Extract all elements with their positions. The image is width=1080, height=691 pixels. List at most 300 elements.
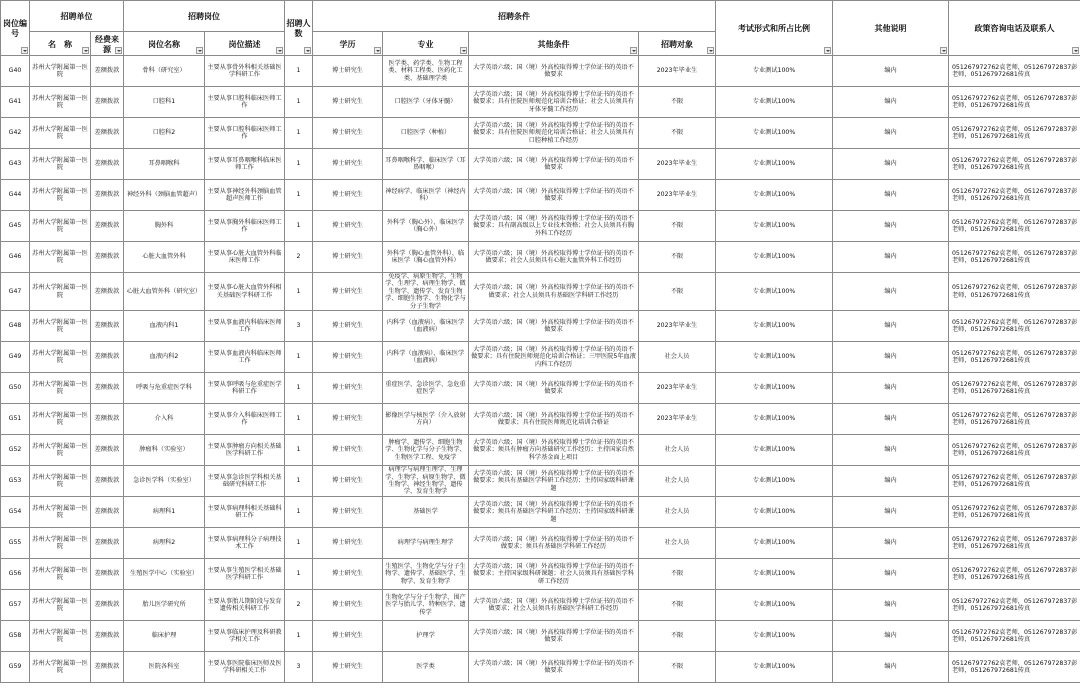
cell-exam: 专业测试100% [716,273,833,311]
cell-unit-name: 苏州大学附属第一医院 [30,211,91,242]
table-row [1,435,1080,466]
cell-count: 2 [285,242,313,273]
cell-unit-name: 苏州大学附属第一医院 [30,311,91,342]
cell-post-name: 耳鼻咽喉科 [124,149,205,180]
cell-other-conditions: 大学英语六级；国（境）外高校取得博士学位证书的英语不做要求 [469,180,639,211]
header-target: 招聘对象 [639,32,716,56]
filter-dropdown-icon[interactable] [630,47,637,54]
cell-post-name: 医院各科室 [124,652,205,683]
cell-count: 1 [285,273,313,311]
cell-fund-source: 差额拨款 [91,242,124,273]
cell-major: 生殖医学、生物化学与分子生物学、遗传学、基础医学、生物学、发育生物学 [383,559,469,590]
cell-other-note: 编内 [833,242,949,273]
cell-exam: 专业测试100% [716,118,833,149]
cell-other-note: 编内 [833,211,949,242]
cell-fund-source: 差额拨款 [91,559,124,590]
cell-major: 免疫学、病原生物学、生物学、生理学、病理生物学、微生物学、遗传学、发育生物学、细胞生物学、生物化学与分子生物学 [383,273,469,311]
cell-other-note: 编内 [833,652,949,683]
cell-post-code: G46 [1,242,30,273]
cell-exam: 专业测试100% [716,180,833,211]
cell-other-note: 编内 [833,590,949,621]
cell-other-note: 编内 [833,273,949,311]
cell-contact: 051267972762袁老师，051267972837彭老师，051267972681传真 [949,528,1080,559]
cell-count: 1 [285,87,313,118]
cell-contact: 051267972762袁老师，051267972837彭老师，051267972681传真 [949,56,1080,87]
cell-other-conditions: 大学英语六级；国（境）外高校取得博士学位证书的英语不做要求 [469,621,639,652]
cell-exam: 专业测试100% [716,497,833,528]
cell-post-desc: 主要从事病理科相关基础科研工作 [205,497,285,528]
cell-post-desc: 主要从事病理科分子病理技术工作 [205,528,285,559]
cell-count: 1 [285,180,313,211]
table-row [1,466,1080,497]
cell-post-name: 介入科 [124,404,205,435]
cell-post-desc: 主要从事口腔科临床医师工作 [205,118,285,149]
cell-post-name: 心脏大血管外科 [124,242,205,273]
cell-post-desc: 主要从事生殖医学相关基础医学科研工作 [205,559,285,590]
cell-other-note: 编内 [833,466,949,497]
cell-other-conditions: 大学英语六级；国（境）外高校取得博士学位证书的英语不做要求；须具有基础医学科研工作经历；主持国家级科研课题 [469,497,639,528]
cell-exam: 专业测试100% [716,242,833,273]
cell-target: 不限 [639,242,716,273]
table-row [1,242,1080,273]
cell-major: 神经病学、临床医学（神经内科） [383,180,469,211]
cell-education: 博士研究生 [313,180,383,211]
cell-major: 生物化学与分子生物学、围产医学与胎儿学、特种医学、遗传学 [383,590,469,621]
cell-post-desc: 主要从事心脏大血管外科临床医师工作 [205,242,285,273]
cell-count: 3 [285,652,313,683]
table-body [1,56,1080,683]
cell-education: 博士研究生 [313,497,383,528]
cell-post-name: 呼吸与危重症医学科 [124,373,205,404]
cell-other-note: 编内 [833,180,949,211]
header-row-1 [1,1,1080,32]
cell-unit-name: 苏州大学附属第一医院 [30,590,91,621]
cell-major: 医学类、药学类、生物工程类、材料工程类、医药化工类、基础理学类 [383,56,469,87]
cell-fund-source: 差额拨款 [91,590,124,621]
table-row [1,342,1080,373]
cell-education: 博士研究生 [313,242,383,273]
cell-exam: 专业测试100% [716,621,833,652]
cell-major: 医学类 [383,652,469,683]
cell-target: 社会人员 [639,497,716,528]
cell-target: 2023年毕业生 [639,56,716,87]
cell-contact: 051267972762袁老师，051267972837彭老师，051267972681传真 [949,342,1080,373]
cell-post-desc: 主要从事临床护理及科研教学相关工作 [205,621,285,652]
cell-other-conditions: 大学英语六级；国（境）外高校取得博士学位证书的英语不做要求；社会人员须具有心脏大血管外科工作经历 [469,242,639,273]
filter-dropdown-icon[interactable] [115,47,122,54]
cell-other-conditions: 大学英语六级；国（境）外高校取得博士学位证书的英语不做要求；须具有基础医学科研工作经历 [469,528,639,559]
cell-other-conditions: 大学英语六级；国（境）外高校取得博士学位证书的英语不做要求 [469,373,639,404]
cell-other-note: 编内 [833,559,949,590]
cell-other-note: 编内 [833,373,949,404]
header-unit-group: 招聘单位 [30,1,124,32]
cell-major: 内科学（血液病）、临床医学（血液病） [383,311,469,342]
cell-post-name: 病理科2 [124,528,205,559]
cell-target: 不限 [639,211,716,242]
header-contact: 政策咨询电话及联系人 [949,1,1080,56]
cell-other-note: 编内 [833,118,949,149]
cell-unit-name: 苏州大学附属第一医院 [30,404,91,435]
cell-education: 博士研究生 [313,211,383,242]
cell-post-desc: 主要从事骨外科相关基础医学科研工作 [205,56,285,87]
table-row [1,559,1080,590]
cell-other-note: 编内 [833,435,949,466]
cell-exam: 专业测试100% [716,87,833,118]
cell-count: 1 [285,404,313,435]
cell-count: 1 [285,56,313,87]
cell-post-name: 胸外科 [124,211,205,242]
cell-post-code: G44 [1,180,30,211]
cell-target: 不限 [639,118,716,149]
cell-education: 博士研究生 [313,528,383,559]
cell-other-note: 编内 [833,342,949,373]
cell-contact: 051267972762袁老师，051267972837彭老师，051267972681传真 [949,435,1080,466]
cell-major: 外科学（胸心外）、临床医学（胸心外） [383,211,469,242]
cell-other-conditions: 大学英语六级；国（境）外高校取得博士学位证书的英语不做要求；具有住院医师规范化培训合格证；社会人员须具有牙体牙髓工作经历 [469,87,639,118]
cell-post-desc: 主要从事介入科临床医师工作 [205,404,285,435]
cell-contact: 051267972762袁老师，051267972837彭老师，051267972681传真 [949,373,1080,404]
cell-other-conditions: 大学英语六级；国（境）外高校取得博士学位证书的英语不做要求；具有住院医师规范化培训合格证 [469,404,639,435]
cell-unit-name: 苏州大学附属第一医院 [30,242,91,273]
cell-fund-source: 差额拨款 [91,149,124,180]
cell-count: 1 [285,373,313,404]
cell-other-note: 编内 [833,621,949,652]
cell-target: 2023年毕业生 [639,311,716,342]
cell-post-code: G42 [1,118,30,149]
cell-count: 1 [285,497,313,528]
cell-education: 博士研究生 [313,559,383,590]
cell-other-note: 编内 [833,311,949,342]
cell-education: 博士研究生 [313,149,383,180]
cell-post-code: G56 [1,559,30,590]
cell-education: 博士研究生 [313,652,383,683]
cell-unit-name: 苏州大学附属第一医院 [30,87,91,118]
cell-post-code: G58 [1,621,30,652]
cell-education: 博士研究生 [313,373,383,404]
cell-post-code: G59 [1,652,30,683]
cell-major: 重症医学、急诊医学、急危重症医学 [383,373,469,404]
cell-exam: 专业测试100% [716,528,833,559]
cell-education: 博士研究生 [313,118,383,149]
cell-major: 病理学与病理生理学 [383,528,469,559]
cell-post-code: G53 [1,466,30,497]
cell-other-conditions: 大学英语六级；国（境）外高校取得博士学位证书的英语不做要求；须具有肿瘤方向基础研究工作经历；主持国家自然科学基金面上项目 [469,435,639,466]
cell-post-code: G43 [1,149,30,180]
cell-post-code: G55 [1,528,30,559]
header-exam: 考试形式和所占比例 [716,1,833,56]
table-row [1,273,1080,311]
cell-post-name: 神经外科（颈脑血管超声） [124,180,205,211]
cell-post-desc: 主要从事心脏大血管外科相关基础医学科研工作 [205,273,285,311]
header-count: 招聘人数 [285,1,313,56]
cell-post-desc: 主要从事肿瘤方向相关基础医学科研工作 [205,435,285,466]
cell-unit-name: 苏州大学附属第一医院 [30,621,91,652]
cell-contact: 051267972762袁老师，051267972837彭老师，051267972681传真 [949,404,1080,435]
cell-other-note: 编内 [833,87,949,118]
cell-contact: 051267972762袁老师，051267972837彭老师，051267972681传真 [949,559,1080,590]
filter-dropdown-icon[interactable] [707,47,714,54]
cell-fund-source: 差额拨款 [91,180,124,211]
cell-other-note: 编内 [833,149,949,180]
header-unit-name: 名 称 [30,32,91,56]
cell-target: 不限 [639,652,716,683]
cell-major: 内科学（血液病）、临床医学（血液病） [383,342,469,373]
header-education: 学历 [313,32,383,56]
header-major: 专业 [383,32,469,56]
table-row [1,373,1080,404]
filter-dropdown-icon[interactable] [1072,47,1079,54]
cell-other-note: 编内 [833,528,949,559]
cell-post-name: 骨科（研究室） [124,56,205,87]
cell-post-desc: 主要从事血液内科临床医师工作 [205,342,285,373]
cell-contact: 051267972762袁老师，051267972837彭老师，051267972681传真 [949,273,1080,311]
cell-post-code: G41 [1,87,30,118]
cell-post-code: G47 [1,273,30,311]
header-post-group: 招聘岗位 [124,1,285,32]
table-row [1,87,1080,118]
cell-education: 博士研究生 [313,404,383,435]
cell-target: 社会人员 [639,435,716,466]
cell-fund-source: 差额拨款 [91,528,124,559]
cell-major: 口腔医学（种植） [383,118,469,149]
cell-post-name: 心脏大血管外科（研究室） [124,273,205,311]
cell-major: 耳鼻咽喉科学、临床医学（耳鼻咽喉） [383,149,469,180]
cell-count: 1 [285,435,313,466]
cell-contact: 051267972762袁老师，051267972837彭老师，051267972681传真 [949,149,1080,180]
table-row [1,180,1080,211]
cell-post-desc: 主要从事神经外科颈脑血管超声医师工作 [205,180,285,211]
table-row [1,311,1080,342]
filter-dropdown-icon[interactable] [304,47,311,54]
cell-education: 博士研究生 [313,590,383,621]
cell-exam: 专业测试100% [716,559,833,590]
cell-post-desc: 主要从事血液内科临床医师工作 [205,311,285,342]
cell-unit-name: 苏州大学附属第一医院 [30,180,91,211]
cell-post-desc: 主要从事耳鼻咽喉科临床医师工作 [205,149,285,180]
cell-other-conditions: 大学英语六级；国（境）外高校取得博士学位证书的英语不做要求；社会人员须具有基础医学科研工作经历 [469,273,639,311]
cell-fund-source: 差额拨款 [91,373,124,404]
cell-exam: 专业测试100% [716,435,833,466]
cell-contact: 051267972762袁老师，051267972837彭老师，051267972681传真 [949,621,1080,652]
cell-exam: 专业测试100% [716,56,833,87]
cell-major: 肿瘤学、遗传学、细胞生物学、生物化学与分子生物学、生物医学工程、免疫学 [383,435,469,466]
cell-unit-name: 苏州大学附属第一医院 [30,497,91,528]
cell-post-code: G40 [1,56,30,87]
cell-post-desc: 主要从事口腔科临床医师工作 [205,87,285,118]
cell-target: 2023年毕业生 [639,373,716,404]
cell-contact: 051267972762袁老师，051267972837彭老师，051267972681传真 [949,87,1080,118]
cell-other-conditions: 大学英语六级；国（境）外高校取得博士学位证书的英语不做要求；具有住院医师规范化培训合格证；三甲医院5年血液内科工作经历 [469,342,639,373]
cell-contact: 051267972762袁老师，051267972837彭老师，051267972681传真 [949,652,1080,683]
cell-fund-source: 差额拨款 [91,497,124,528]
cell-post-code: G48 [1,311,30,342]
cell-other-conditions: 大学英语六级；国（境）外高校取得博士学位证书的英语不做要求 [469,652,639,683]
table-row [1,497,1080,528]
cell-contact: 051267972762袁老师，051267972837彭老师，051267972681传真 [949,311,1080,342]
cell-other-conditions: 大学英语六级；国（境）外高校取得博士学位证书的英语不做要求 [469,311,639,342]
cell-education: 博士研究生 [313,435,383,466]
cell-unit-name: 苏州大学附属第一医院 [30,56,91,87]
cell-contact: 051267972762袁老师，051267972837彭老师，051267972681传真 [949,497,1080,528]
cell-major: 口腔医学（牙体牙髓） [383,87,469,118]
cell-fund-source: 差额拨款 [91,118,124,149]
table-row [1,590,1080,621]
cell-post-desc: 主要从事胸外科临床医师工作 [205,211,285,242]
cell-count: 1 [285,528,313,559]
table-row [1,56,1080,87]
cell-post-name: 临床护理 [124,621,205,652]
table-row [1,211,1080,242]
filter-dropdown-icon[interactable] [196,47,203,54]
cell-exam: 专业测试100% [716,652,833,683]
cell-fund-source: 差额拨款 [91,56,124,87]
cell-exam: 专业测试100% [716,311,833,342]
header-other-conditions: 其他条件 [469,32,639,56]
cell-other-conditions: 大学英语六级；国（境）外高校取得博士学位证书的英语不做要求；须具有基础医学科研工作经历；主持国家级科研课题 [469,466,639,497]
cell-major: 病理学与病理生理学、生理学、生物学、病原生物学、微生物学、神经生物学、遗传学、发育生物学 [383,466,469,497]
cell-target: 不限 [639,590,716,621]
cell-count: 1 [285,342,313,373]
cell-count: 1 [285,149,313,180]
header-post-name: 岗位名称 [124,32,205,56]
cell-fund-source: 差额拨款 [91,621,124,652]
cell-exam: 专业测试100% [716,590,833,621]
table-row [1,118,1080,149]
cell-count: 1 [285,559,313,590]
cell-fund-source: 差额拨款 [91,211,124,242]
cell-post-name: 胎儿医学研究所 [124,590,205,621]
cell-major: 护理学 [383,621,469,652]
cell-education: 博士研究生 [313,87,383,118]
cell-exam: 专业测试100% [716,211,833,242]
cell-fund-source: 差额拨款 [91,466,124,497]
cell-target: 社会人员 [639,528,716,559]
cell-target: 不限 [639,87,716,118]
cell-exam: 专业测试100% [716,466,833,497]
cell-contact: 051267972762袁老师，051267972837彭老师，051267972681传真 [949,118,1080,149]
cell-fund-source: 差额拨款 [91,311,124,342]
cell-post-name: 血液内科2 [124,342,205,373]
cell-other-conditions: 大学英语六级；国（境）外高校取得博士学位证书的英语不做要求；具有副高级以上专业技术资格；社会人员须具有胸外科工作经历 [469,211,639,242]
cell-count: 1 [285,211,313,242]
cell-count: 1 [285,621,313,652]
cell-education: 博士研究生 [313,311,383,342]
cell-exam: 专业测试100% [716,342,833,373]
cell-unit-name: 苏州大学附属第一医院 [30,342,91,373]
cell-post-name: 急诊医学科（实验室） [124,466,205,497]
cell-unit-name: 苏州大学附属第一医院 [30,273,91,311]
cell-unit-name: 苏州大学附属第一医院 [30,435,91,466]
filter-dropdown-icon[interactable] [824,47,831,54]
cell-post-code: G50 [1,373,30,404]
filter-dropdown-icon[interactable] [276,47,283,54]
cell-post-desc: 主要从事急诊医学科相关基础研究科研工作 [205,466,285,497]
header-other-note: 其他说明 [833,1,949,56]
filter-dropdown-icon[interactable] [21,47,28,54]
cell-post-name: 口腔科2 [124,118,205,149]
table-row [1,528,1080,559]
cell-fund-source: 差额拨款 [91,435,124,466]
header-post-desc: 岗位描述 [205,32,285,56]
cell-contact: 051267972762袁老师，051267972837彭老师，051267972681传真 [949,211,1080,242]
cell-post-name: 血液内科1 [124,311,205,342]
cell-education: 博士研究生 [313,466,383,497]
cell-education: 博士研究生 [313,273,383,311]
filter-dropdown-icon[interactable] [82,47,89,54]
cell-contact: 051267972762袁老师，051267972837彭老师，051267972681传真 [949,180,1080,211]
cell-target: 社会人员 [639,466,716,497]
cell-other-note: 编内 [833,56,949,87]
cell-contact: 051267972762袁老师，051267972837彭老师，051267972681传真 [949,590,1080,621]
filter-dropdown-icon[interactable] [460,47,467,54]
cell-post-desc: 主要从事呼吸与危重症医学科研工作 [205,373,285,404]
cell-education: 博士研究生 [313,342,383,373]
cell-education: 博士研究生 [313,621,383,652]
cell-unit-name: 苏州大学附属第一医院 [30,528,91,559]
cell-unit-name: 苏州大学附属第一医院 [30,149,91,180]
cell-target: 社会人员 [639,342,716,373]
cell-other-conditions: 大学英语六级；国（境）外高校取得博士学位证书的英语不做要求 [469,149,639,180]
cell-target: 不限 [639,273,716,311]
cell-contact: 051267972762袁老师，051267972837彭老师，051267972681传真 [949,466,1080,497]
filter-dropdown-icon[interactable] [374,47,381,54]
cell-exam: 专业测试100% [716,404,833,435]
cell-major: 基础医学 [383,497,469,528]
header-condition-group: 招聘条件 [313,1,716,32]
cell-target: 2023年毕业生 [639,404,716,435]
cell-unit-name: 苏州大学附属第一医院 [30,373,91,404]
filter-dropdown-icon[interactable] [940,47,947,54]
cell-exam: 专业测试100% [716,373,833,404]
cell-other-conditions: 大学英语六级；国（境）外高校取得博士学位证书的英语不做要求；具有住院医师规范化培训合格证；社会人员须具有口腔种植工作经历 [469,118,639,149]
cell-target: 不限 [639,621,716,652]
cell-unit-name: 苏州大学附属第一医院 [30,559,91,590]
cell-post-name: 病理科1 [124,497,205,528]
cell-exam: 专业测试100% [716,149,833,180]
cell-other-conditions: 大学英语六级；国（境）外高校取得博士学位证书的英语不做要求；社会人员须具有基础医学科研工作经历 [469,590,639,621]
cell-post-desc: 主要从事胎儿期阶段与发育遗传相关科研工作 [205,590,285,621]
cell-target: 2023年毕业生 [639,180,716,211]
table-row [1,404,1080,435]
cell-count: 2 [285,590,313,621]
header-post-code: 岗位编号 [1,1,30,56]
cell-other-note: 编内 [833,497,949,528]
cell-contact: 051267972762袁老师，051267972837彭老师，051267972681传真 [949,242,1080,273]
cell-post-desc: 主要从事医院临床医师及医学科研相关工作 [205,652,285,683]
cell-post-name: 口腔科1 [124,87,205,118]
cell-unit-name: 苏州大学附属第一医院 [30,652,91,683]
cell-post-name: 生殖医学中心（实验室） [124,559,205,590]
cell-post-code: G57 [1,590,30,621]
table-row [1,621,1080,652]
cell-major: 外科学（胸心血管外科）、临床医学（胸心血管外科） [383,242,469,273]
header-fund-source: 经费来源 [91,32,124,56]
cell-count: 1 [285,118,313,149]
cell-other-conditions: 大学英语六级；国（境）外高校取得博士学位证书的英语不做要求 [469,56,639,87]
cell-fund-source: 差额拨款 [91,652,124,683]
cell-fund-source: 差额拨款 [91,342,124,373]
cell-other-note: 编内 [833,404,949,435]
cell-fund-source: 差额拨款 [91,404,124,435]
cell-post-code: G45 [1,211,30,242]
cell-unit-name: 苏州大学附属第一医院 [30,118,91,149]
cell-major: 影像医学与核医学（介入放射方向） [383,404,469,435]
cell-fund-source: 差额拨款 [91,273,124,311]
table-row [1,652,1080,683]
cell-count: 1 [285,466,313,497]
cell-post-code: G51 [1,404,30,435]
cell-target: 2023年毕业生 [639,149,716,180]
